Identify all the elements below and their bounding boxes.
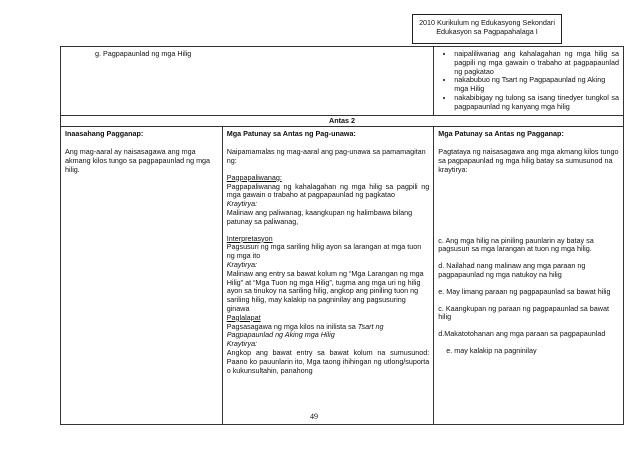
explanation-criteria: Malinaw ang paliwanag, kaangkupan ng halimbawa bilang patunay sa paliwanag, — [226, 207, 413, 226]
objective-item: • nakabibigay ng tulong sa isang tinedyer tungkol sa pagpapaunlad ng kanyang mga hilig — [454, 94, 619, 112]
understanding-intro: Naipamamalas ng mag-aaral ang pag-unawa sa pamamagitan ng: — [226, 147, 426, 165]
interpretation-body: Pagsusuri ng mga sariling hilig ayon sa larangan at mga tuon ng mga ito — [226, 242, 422, 261]
explanation-criteria-label: Kraytirya: — [226, 199, 258, 209]
header-line-2: Edukasyon sa Pagpapahalaga I — [436, 27, 538, 36]
objective-item: • naipaliliwanag ang kahalagahan ng mga hilig sa pagpili ng mga gawain o trabaho at pagpapaunlad ng pagkatao — [454, 50, 619, 76]
criterion-item: e. may kalakip na pagninilay — [446, 345, 537, 355]
performance-intro: Pagtataya ng naisasagawa ang mga akmang kilos tungo sa pagpapaunlad ng mga hilig batay sa sumusunod na kraytirya: — [438, 147, 619, 174]
topic-cell — [61, 47, 434, 116]
objective-item: • nakabubuo ng Tsart ng Pagpapaunlad ng Aking mga Hilig — [454, 76, 619, 94]
performance-evidence-cell — [434, 127, 624, 425]
criterion-item: e. May limang paraan ng pagpapaunlad sa bawat hilig — [438, 286, 611, 296]
interpretation-criteria-label: Kraytirya: — [226, 259, 258, 269]
header-line-1: 2010 Kurikulum ng Edukasyong Sekondari — [419, 18, 555, 27]
curriculum-header-box — [412, 14, 562, 44]
explanation-body: Pagpapaliwanag ng kahalagahan ng mga hilig sa pagpili ng mga gawain o trabaho at pagpapaunlad ng pagkatao — [226, 181, 430, 200]
objectives-list — [438, 50, 619, 112]
application-criteria-label: Kraytirya: — [226, 339, 258, 349]
interpretation-title: Interpretasyon — [226, 233, 273, 243]
understanding-heading: Mga Patunay sa Antas ng Pag-unawa: — [226, 129, 356, 139]
application-criteria: Angkop ang bawat entry sa bawat kolum na sumusunod: Paano ko pauunlarin ito, Mga taong ihihingan ng utlong/suporta o kukunsultahin, panahong — [226, 347, 430, 375]
criterion-item: d. Nailahad nang malinaw ang mga paraan ng pagpapaunlad ng mga natukoy na hilig — [438, 261, 586, 279]
objectives-cell — [434, 47, 624, 116]
criterion-item: c. Ang mga hilig na piniling paunlarin ay batay sa pagsusuri sa mga larangan at tuon ng mga hilig. — [438, 235, 594, 254]
antas-heading: Antas 2 — [61, 115, 624, 127]
explanation-title: Pagpapaliwanag: — [226, 172, 282, 182]
page-number: 49 — [310, 412, 318, 421]
interpretation-criteria: Malinaw ang entry sa bawat kolum ng “Mga Larangan ng mga Hilig” at “Mga Tuon ng mga Hilig”, tugma ang mga uri ng hilig ayon sa tinukoy na sariling hilig, angkop ang piniling tuon ng sariling hilig, may kalakip na pagninilay ang pagsusuring ginawa — [226, 268, 424, 313]
expected-performance-text: Ang mag-aaral ay naisasagawa ang mga akmang kilos tungo sa pagpapaunlad ng mga hilig. — [65, 147, 211, 174]
tsart-title: Tsart ng Pagpapaunlad ng Aking mga Hilig — [226, 321, 384, 340]
expected-performance-cell — [61, 127, 223, 425]
assessment-row — [61, 127, 624, 425]
criterion-item: c. Kaangkupan ng paraan ng pagpapaunlad sa bawat hilig — [438, 303, 609, 322]
application-body: Pagsasagawa ng mga kilos na inilista sa Tsart ng Pagpapaunlad ng Aking mga Hilig — [226, 321, 384, 340]
competency-row — [61, 47, 624, 116]
competency-table — [60, 46, 624, 425]
antas-row — [61, 115, 624, 127]
criterion-item: d.Makatotohanan ang mga paraan sa pagpapaunlad — [438, 329, 606, 339]
performance-heading: Mga Patunay sa Antas ng Pagganap: — [438, 129, 564, 139]
expected-performance-heading: Inaasahang Pagganap: — [65, 129, 144, 139]
topic-label: g. Pagpapaunlad ng mga Hilig — [95, 49, 192, 58]
application-title: Paglalapat — [226, 312, 261, 322]
understanding-evidence-cell — [222, 127, 434, 425]
